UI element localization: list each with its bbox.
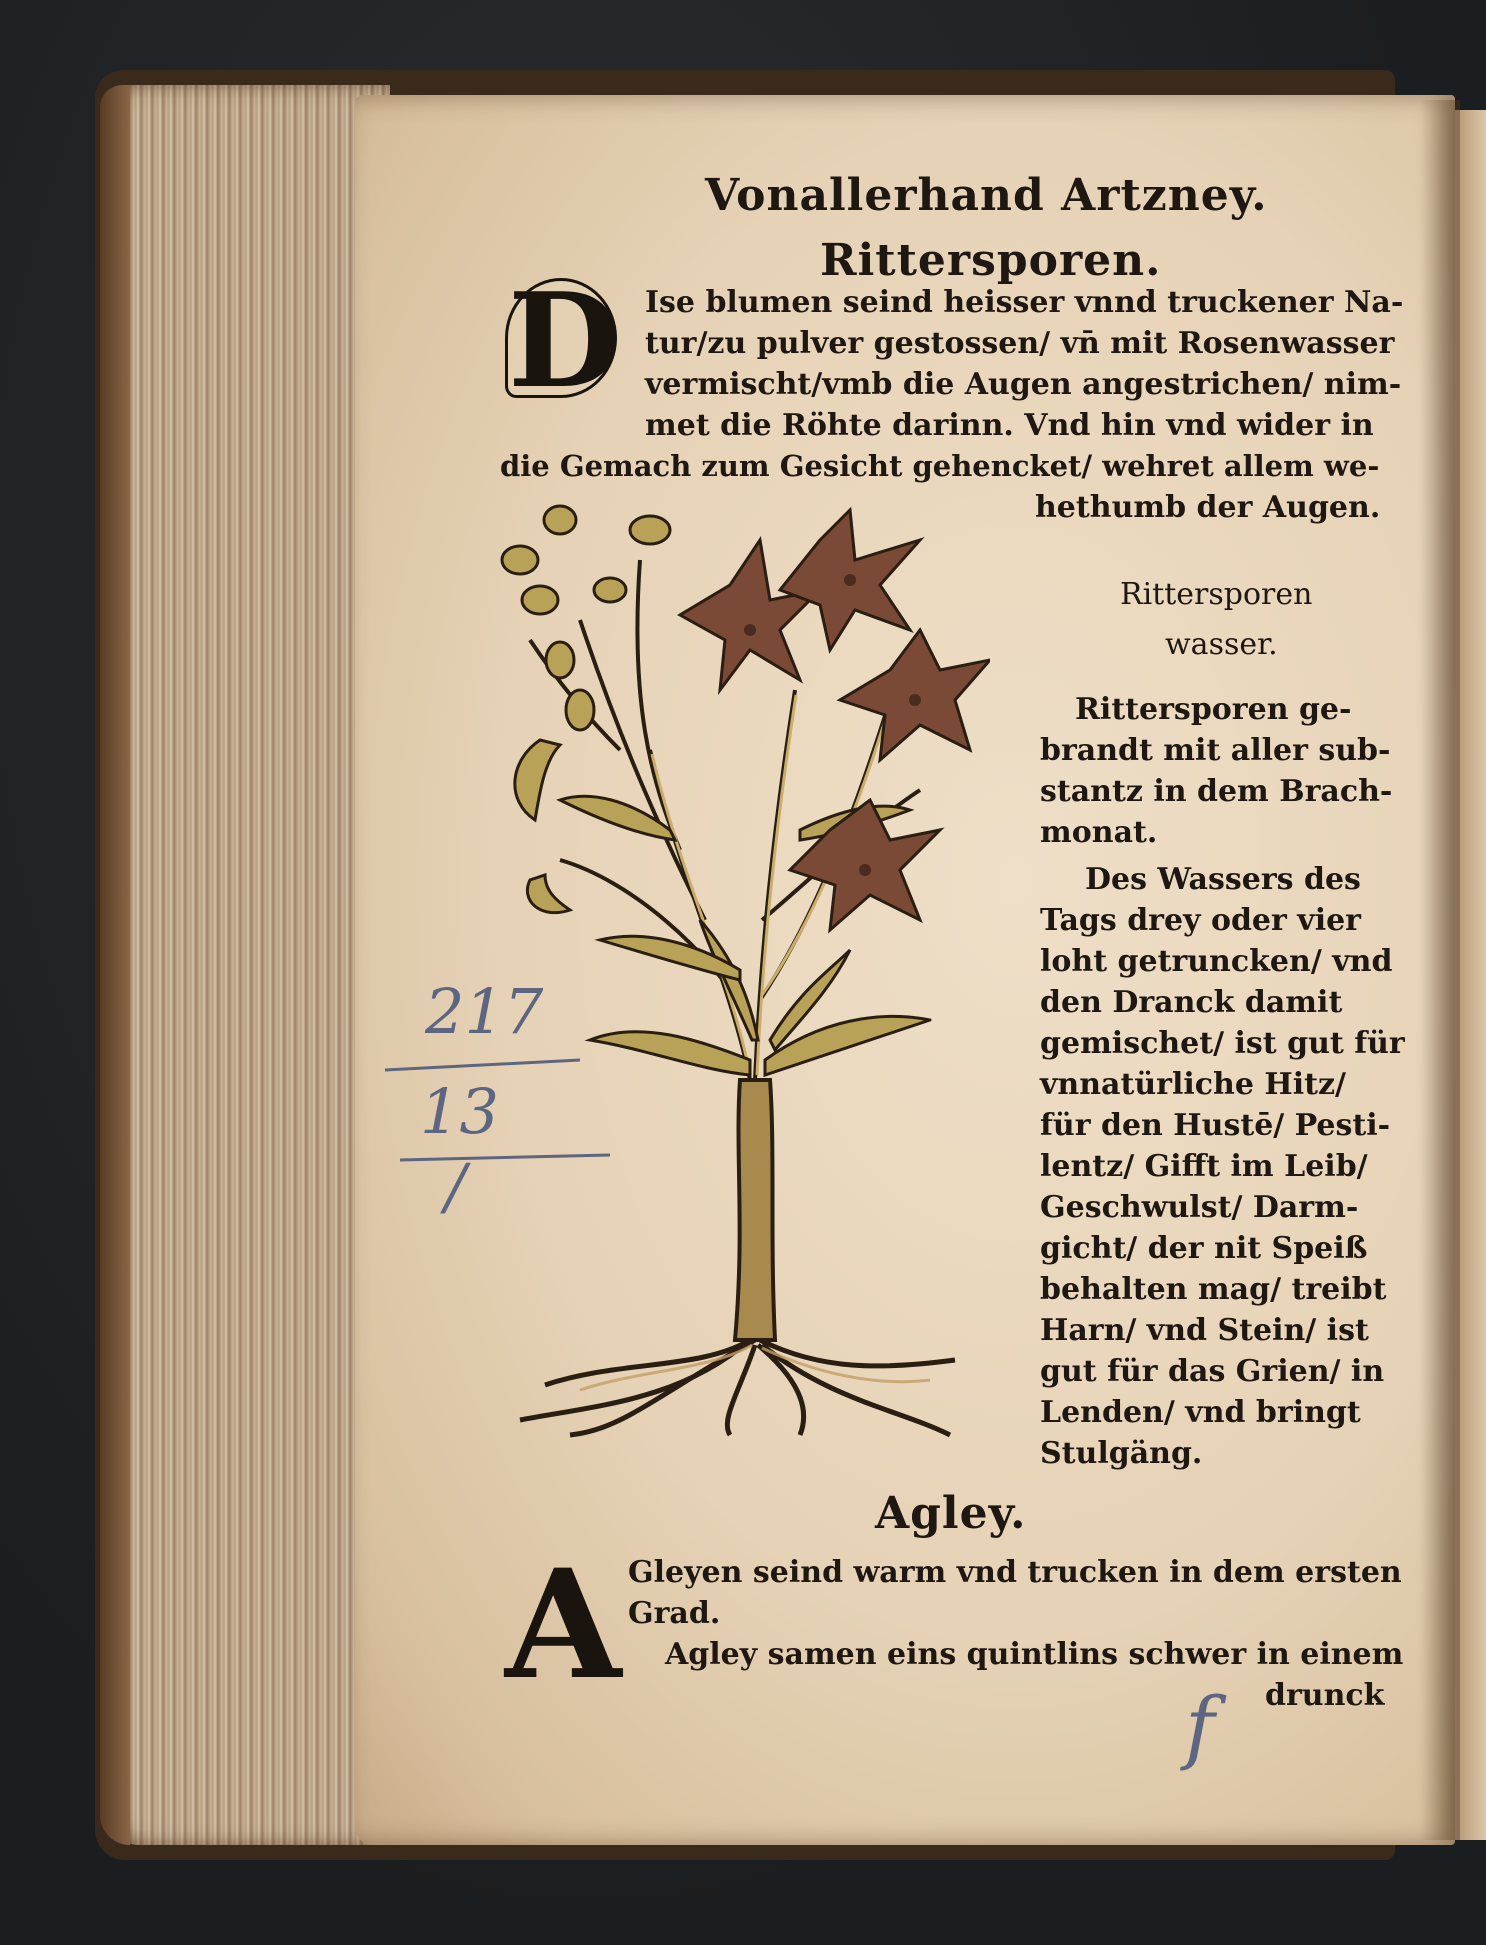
section2-line-2: Grad. [628, 1596, 721, 1631]
side-line-8: den Dranck damit [1040, 985, 1343, 1020]
side-line-17: gut für das Grien/ in [1040, 1354, 1385, 1389]
plant-buds [502, 506, 670, 730]
side-line-5: Des Wassers des [1085, 862, 1361, 897]
pencil-underline-strokes [380, 1050, 620, 1170]
book-binding-edge [100, 85, 130, 1845]
plant-stem [735, 1080, 775, 1340]
section1-line-4: met die Röhte darinn. Vnd hin vnd wider in [645, 408, 1374, 443]
side-line-16: Harn/ vnd Stein/ ist [1040, 1313, 1369, 1348]
side-line-15: behalten mag/ treibt [1040, 1272, 1387, 1307]
side-line-10: vnnatürliche Hitz/ [1040, 1067, 1346, 1102]
section1-line-6: hethumb der Augen. [1035, 490, 1381, 525]
section-title-agley: Agley. [875, 1488, 1027, 1539]
side-line-12: lentz/ Gifft im Leib/ [1040, 1149, 1368, 1184]
plant-leaves [515, 740, 930, 1075]
section2-line-4: drunck [1265, 1678, 1385, 1713]
side-line-9: gemischet/ ist gut für [1040, 1026, 1405, 1061]
side-line-1: Rittersporen ge- [1075, 692, 1352, 727]
pencil-note-f: f [1185, 1680, 1215, 1773]
section2-line-3: Agley samen eins quintlins schwer in einem [665, 1637, 1404, 1672]
plant-flowers [680, 510, 990, 930]
woodcut-plant-illustration [500, 500, 990, 1440]
pencil-note-13: 13 [420, 1075, 499, 1148]
section1-line-1: Ise blumen seind heisser vnnd truckener Na- [645, 285, 1404, 320]
page-gutter-shadow [1420, 100, 1460, 1840]
side-line-11: für den Hustē/ Pesti- [1040, 1108, 1391, 1143]
pencil-note-slash: / [445, 1150, 466, 1223]
section1-line-5: die Gemach zum Gesicht gehencket/ wehret allem we- [500, 449, 1380, 483]
side-line-13: Geschwulst/ Darm- [1040, 1190, 1359, 1225]
side-line-7: loht getruncken/ vnd [1040, 944, 1393, 979]
section1-line-3: vermischt/vmb die Augen angestrichen/ nim- [645, 367, 1402, 402]
side-line-3: stantz in dem Brach- [1040, 774, 1393, 809]
decorated-initial-d: D [505, 278, 617, 398]
section1-line-2: tur/zu pulver gestossen/ vn̄ mit Rosenwasser [645, 326, 1395, 361]
pencil-note-217: 217 [425, 975, 544, 1048]
side-line-14: gicht/ der nit Speiß [1040, 1231, 1368, 1266]
decorated-initial-a: A [505, 1537, 622, 1713]
side-line-18: Lenden/ vnd bringt [1040, 1395, 1361, 1430]
side-line-2: brandt mit aller sub- [1040, 733, 1391, 768]
side-line-19: Stulgäng. [1040, 1436, 1203, 1471]
section-title-rittersporen: Rittersporen. [820, 235, 1162, 286]
page-edges-stack [100, 85, 390, 1845]
side-subtitle-line-2: wasser. [1165, 627, 1278, 662]
side-line-6: Tags drey oder vier [1040, 903, 1361, 938]
side-line-4: monat. [1040, 815, 1158, 850]
running-heading: Vonallerhand Artzney. [705, 170, 1268, 221]
section2-line-1: Gleyen seind warm vnd trucken in dem ersten [628, 1555, 1402, 1590]
side-subtitle-line-1: Rittersporen [1120, 577, 1313, 612]
